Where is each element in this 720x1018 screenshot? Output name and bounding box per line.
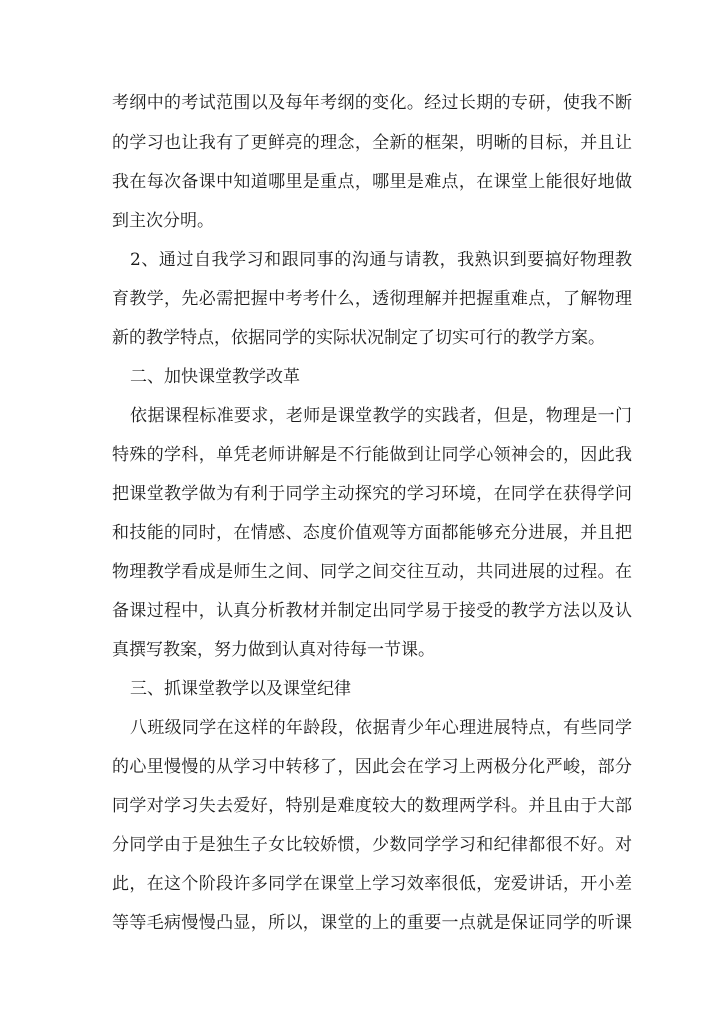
- paragraph-line: 的心里慢慢的从学习中转移了，因此会在学习上两极分化严峻，部分: [112, 757, 632, 777]
- paragraph-line: 育教学，先必需把握中考考什么，透彻理解并把握重难点，了解物理: [112, 289, 632, 309]
- paragraph-line: 分同学由于是独生子女比较娇惯，少数同学学习和纪律都很不好。对: [112, 835, 632, 855]
- paragraph-line: 物理教学看成是师生之间、同学之间交往互动，共同进展的过程。在: [112, 562, 632, 582]
- section-heading: 二、加快课堂教学改革: [130, 367, 300, 387]
- paragraph-line: 2、通过自我学习和跟同事的沟通与请教，我熟识到要搞好物理教: [130, 250, 632, 270]
- paragraph-line: 考纲中的考试范围以及每年考纲的变化。经过长期的专研，使我不断: [112, 93, 632, 113]
- paragraph-line: 新的教学特点，依据同学的实际状况制定了切实可行的教学方案。: [112, 328, 605, 348]
- section-heading: 三、抓课堂教学以及课堂纪律: [130, 679, 351, 699]
- paragraph-line: 把课堂教学做为有利于同学主动探究的学习环境，在同学在获得学问: [112, 484, 632, 504]
- paragraph-line: 此，在这个阶段许多同学在课堂上学习效率很低，宠爱讲话，开小差: [112, 874, 632, 894]
- paragraph-line: 我在每次备课中知道哪里是重点，哪里是难点，在课堂上能很好地做: [112, 172, 632, 192]
- paragraph-line: 八班级同学在这样的年龄段，依据青少年心理进展特点，有些同学: [130, 718, 632, 738]
- paragraph-line: 等等毛病慢慢凸显，所以，课堂的上的重要一点就是保证同学的听课: [112, 913, 632, 933]
- paragraph-line: 真撰写教案，努力做到认真对待每一节课。: [112, 640, 435, 660]
- paragraph-line: 和技能的同时，在情感、态度价值观等方面都能够充分进展，并且把: [112, 523, 632, 543]
- paragraph-line: 特殊的学科，单凭老师讲解是不行能做到让同学心领神会的，因此我: [112, 445, 632, 465]
- paragraph-line: 备课过程中，认真分析教材并制定出同学易于接受的教学方法以及认: [112, 601, 632, 621]
- paragraph-line: 同学对学习失去爱好，特别是难度较大的数理两学科。并且由于大部: [112, 796, 632, 816]
- paragraph-line: 到主次分明。: [112, 211, 214, 231]
- paragraph-line: 的学习也让我有了更鲜亮的理念，全新的框架，明晰的目标，并且让: [112, 133, 632, 153]
- paragraph-line: 依据课程标准要求，老师是课堂教学的实践者，但是，物理是一门: [130, 406, 632, 426]
